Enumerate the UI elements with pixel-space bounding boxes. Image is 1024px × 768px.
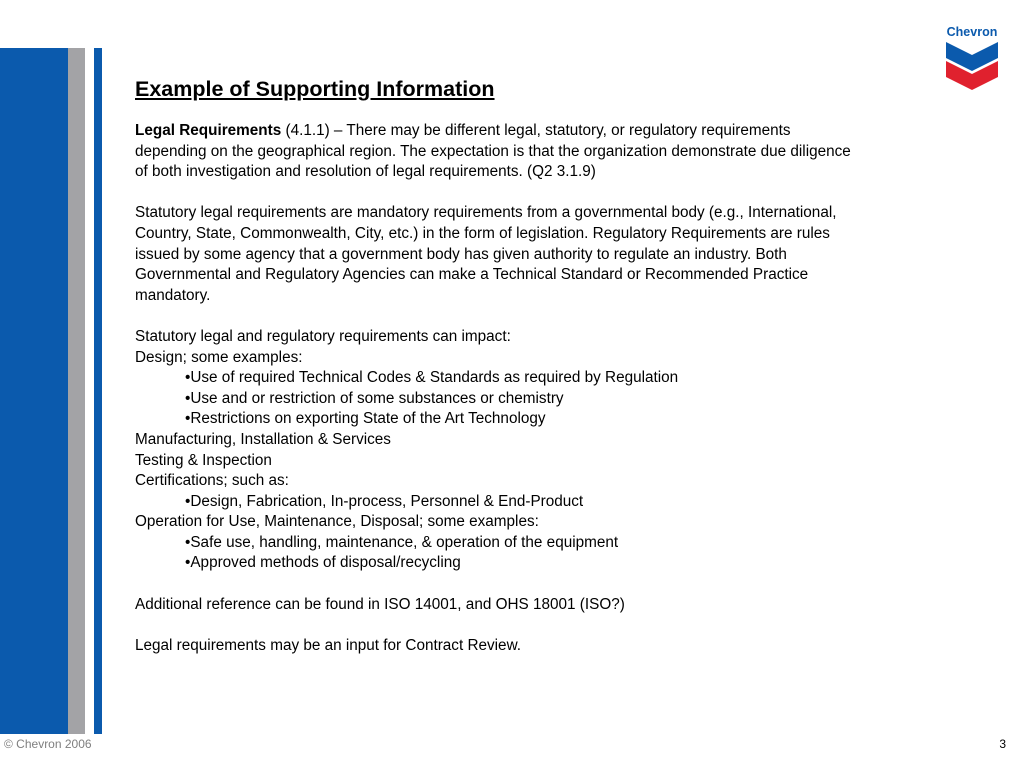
design-bullet: •Use and or restriction of some substances or chemistry bbox=[185, 389, 564, 407]
slide-title: Example of Supporting Information bbox=[135, 77, 495, 101]
operation-bullet: •Safe use, handling, maintenance, & operation of the equipment bbox=[185, 533, 619, 551]
design-bullet: •Use of required Technical Codes & Standards as required by Regulation bbox=[185, 369, 679, 387]
left-thin-blue-bar bbox=[94, 48, 102, 734]
svg-text:Chevron: Chevron bbox=[946, 25, 998, 39]
design-bullet: •Restrictions on exporting State of the Art Technology bbox=[185, 410, 546, 428]
paragraph2-line: Country, State, Commonwealth, City, etc.) in the form of legislation. Regulatory Requirements are rules bbox=[135, 224, 830, 242]
paragraph1-line1: (4.1.1) – There may be different legal, statutory, or regulatory requirements bbox=[281, 122, 791, 139]
paragraph2-line: Governmental and Regulatory Agencies can make a Technical Standard or Recommended Practice bbox=[135, 266, 809, 284]
impact-certifications: Certifications; such as: bbox=[135, 472, 289, 490]
paragraph1-line2: depending on the geographical region. The expectation is that the organization demonstrate due diligence bbox=[135, 142, 851, 160]
impact-intro: Statutory legal and regulatory requirements can impact: bbox=[135, 327, 511, 345]
impact-manufacturing: Manufacturing, Installation & Services bbox=[135, 430, 391, 448]
impact-section bbox=[135, 327, 955, 574]
legal-requirements-lead: Legal Requirements bbox=[135, 122, 282, 139]
closing-text: Legal requirements may be an input for Contract Review. bbox=[135, 636, 522, 654]
slide-content bbox=[135, 76, 955, 656]
operation-bullet: •Approved methods of disposal/recycling bbox=[185, 554, 461, 572]
copyright-footer: © Chevron 2006 bbox=[4, 737, 92, 751]
reference-text: Additional reference can be found in ISO 14001, and OHS 18001 (ISO?) bbox=[135, 595, 625, 613]
paragraph1-line3: of both investigation and resolution of legal requirements. (Q2 3.1.9) bbox=[135, 163, 596, 181]
statutory-paragraph bbox=[135, 203, 955, 306]
legal-requirements-paragraph bbox=[135, 121, 955, 183]
left-blue-bar bbox=[0, 48, 68, 734]
paragraph2-line: Statutory legal requirements are mandatory requirements from a governmental body (e.g., International, bbox=[135, 204, 837, 222]
impact-design: Design; some examples: bbox=[135, 348, 303, 366]
left-gray-bar bbox=[68, 48, 85, 734]
paragraph2-line: issued by some agency that a government body has given authority to regulate an industry. Both bbox=[135, 245, 787, 263]
impact-testing: Testing & Inspection bbox=[135, 451, 272, 469]
certification-bullet: •Design, Fabrication, In-process, Personnel & End-Product bbox=[185, 492, 584, 510]
paragraph2-line: mandatory. bbox=[135, 286, 211, 304]
page-number: 3 bbox=[999, 737, 1006, 751]
impact-operation: Operation for Use, Maintenance, Disposal; some examples: bbox=[135, 513, 539, 531]
left-bar-gap bbox=[85, 48, 94, 734]
